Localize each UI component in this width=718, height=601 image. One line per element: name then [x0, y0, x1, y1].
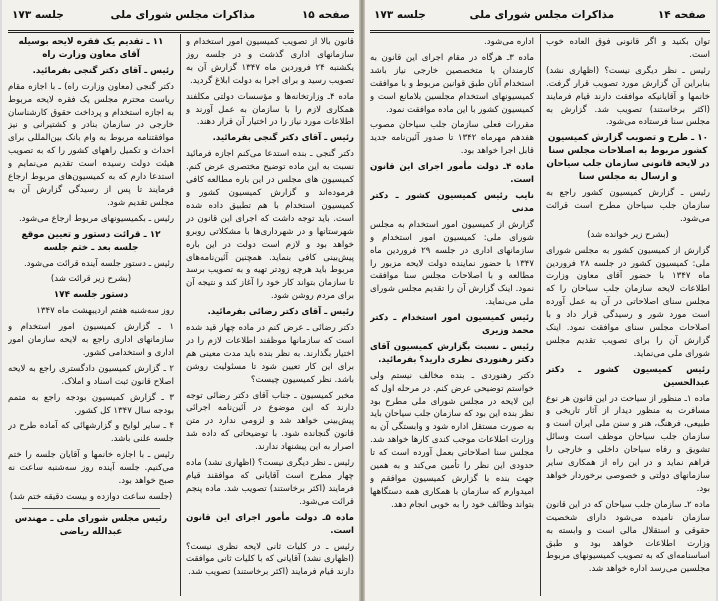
right-page-right-column — [546, 36, 710, 596]
paragraph: توان بکنید و اگر قانونی فوق العاده خوب است. — [546, 37, 710, 60]
agenda-title: دستور جلسه ۱۷۴ — [53, 290, 129, 301]
section-heading: ۱۰ ـ طرح و تصویب گزارش کمیسیون کشور مربوط به اصلاحات مجلس سنا در لایحه قانونی سازمان جلب سیاحان و ارسال به مجلس سنا — [546, 133, 710, 183]
paragraph: رئیس ـ بکمیسیونهای مربوط ارجاع می‌شود. — [18, 213, 174, 224]
right-page-header — [370, 2, 710, 28]
paragraph: گزارش از کمیسیون امور استخدام به مجلس شورای ملی: کمیسیون امور استخدام و سازمانهای اداری در جلسه ۲۹ فروردین ماه ۱۳۴۷ با حضور نماینده دولت لایحه مزبور را مطالعه و با اصلاحات مجلس سنا موافقت نمود. اینک گزارش آن را تقدیم مجلس شورای ملی می‌نماید. — [370, 219, 534, 308]
right-page-left-column — [370, 36, 534, 596]
speaker-line: رئیس ـ آقای دکتر رضائی بفرمائید. — [207, 307, 354, 318]
paragraph: رئیس ـ نظر دیگری نیست؟ (اظهاری نشد) ماده چهار مطرح است آقایانی که موافقند قیام فرمایند (اکثر برخاستند) تصویب شد. ماده پنجم قرائت می‌شود. — [186, 458, 354, 507]
paragraph: رئیس ـ با اجازه خانمها و آقایان جلسه را ختم می‌کنیم. جلسه آینده روز سه‌شنبه ساعت نه صبح خواهد بود. — [8, 450, 174, 487]
paragraph: رئیس ـ در کلیات ثانی لایحه نظری نیست؟ (اظهاری نشد) آقایانی که با کلیات ثانی موافقت دارند قیام فرمایند (اکثر برخاستند) تصویب شد. — [186, 541, 354, 578]
signature-line: رئیس کمیسیون کشور ـ دکتر عبدالحسین — [546, 364, 710, 388]
left-page-left-column — [8, 36, 174, 596]
paragraph: گزارش از کمیسیون کشور به مجلس شورای ملی: کمیسیون کشور در جلسه ۲۸ فروردین ماه ۱۳۴۷ با حضور آقای معاون وزارت اطلاعات لایحه سازمان جلب سیاحان را که مجلس سنای اصلاحاتی در آن به عمل آورده است مورد شور و رسیدگی قرار داد و با اصلاحات مجلس سنای موافقت نمود. اینک گزارش آن را برای تصویب تقدیم مجلس شورای ملی می‌نماید. — [546, 245, 710, 359]
column-separator — [540, 34, 541, 596]
paragraph: دکتر گنجی ـ بنده استدعا می‌کنم اجازه فرمائید نسبت به این ماده توضیح مختصری عرض کنم. کمیسیون های مجلس در این باره مطالعه کافی فرموده‌اند و گزارش کمیسیون کشور و کمیسیون استخدام با هم تطبیق داده شده است. باید توجه داشت که اجرای این قانون در شهرستانها و در شهرداری‌ها با مشکلاتی روبرو خواهد بود و لازم است دولت در این باره پیش‌بینی کافی بنماید. همچنین آئین‌نامه‌های مربوط باید هرچه زودتر تهیه و به تصویب برسد تا سازمان بتواند کار خود را آغاز کند و نتیجه آن برای مردم روشن شود. — [186, 149, 354, 302]
left-page-header — [8, 2, 354, 28]
speaker-line: رئیس ـ آقای دکتر گنجی بفرمائید. — [32, 65, 174, 76]
signature-line: رئیس مجلس شورای ملی ـ مهندس عبدالله ریاضی — [14, 513, 168, 537]
section-heading: ۱۲ ـ قرائت دستور و تعیین موقع جلسه بعد ـ ختم جلسه — [21, 229, 161, 253]
paragraph: رئیس ـ نظر دیگری نیست؟ (اظهاری نشد) بنابراین آن گزارش مورد تصویب قرار گرفت. خانمها و آقایانیکه موافقت دارند قیام فرمایند (اکثر برخاستند) تصویب شد. گزارش به مجلس سنا فرستاده می‌شود. — [546, 65, 710, 128]
paragraph: مخبر کمیسیون ـ جناب آقای دکتر رضائی توجه دارند که این موضوع در آئین‌نامه اجرائی پیش‌بینی خواهد شد و لزومی ندارد در متن قانون گنجانده شود. با توضیحاتی که داده شد اصرار به این پیشنهاد ندارند. — [186, 390, 354, 453]
agenda-item: ۲ ـ گزارش کمیسیون دادگستری راجع به لایحه اصلاح قانون ثبت اسناد و املاک. — [8, 363, 174, 387]
paragraph: دکتر گنجی (معاون وزارت راه) ـ با اجازه مقام ریاست محترم مجلس یک فقره لایحه مربوط به اجازه استخدام و پرداخت حقوق کارشناسان خارجی در سازمان بنادر و کشتیرانی و نیز موافقتنامه مربوط به وام بانک بین‌المللی برای احداث و تکمیل راههای کشور را که به تصویب هیئت دولت رسیده است تقدیم می‌نمایم و استدعا دارم که به کمیسیون‌های مربوط ارجاع فرمایند تا پس از رسیدگی گزارش آن به مجلس تقدیم شود. — [8, 81, 174, 208]
book-spread — [2, 0, 716, 601]
left-header-rule — [8, 30, 354, 33]
paragraph: اداره می‌شود. — [484, 37, 534, 47]
paragraph: قانون بالا از تصویب کمیسیون امور استخدام و سازمانهای اداری گذشت و در جلسه روز یکشنبه ۲۴ فروردین ماه ۱۳۴۷ گزارش آن به تصویب رسید و برای اجرا به دولت ابلاغ گردید. — [186, 37, 354, 86]
paragraph: دکتر رضائی ـ عرض کنم در ماده چهار قید شده است که سازمانها موظفند اطلاعات لازم را در اختیار بگذارند. به نظر بنده باید مدت معینی هم برای این کار تعیین شود تا مسئولیت روشن باشد. نظر کمیسیون چیست؟ — [186, 323, 354, 385]
article: ماده ۳ـ هرگاه در مقام اجرای این قانون به کارمندان یا متخصصین خارجی نیاز باشد استخدام آنان طبق قوانین مربوط و با موافقت کمیسیونهای استخدام مجلسین بلامانع است و کمیسیون کشور با این ماده موافقت نمود. — [370, 52, 534, 115]
paragraph: مقررات فعلی سازمان جلب سیاحان مصوب هفدهم مهرماه ۱۳۴۲ تا صدور آئین‌نامه جدید قابل اجرا خواهد بود. — [370, 120, 534, 157]
speaker-line: رئیس ـ آقای دکتر گنجی بفرمائید. — [212, 133, 354, 144]
paragraph: ماده ۴ـ وزارتخانه‌ها و مؤسسات دولتی مکلفند همکاری لازم را با سازمان به عمل آورند و اطلاعات مورد نیاز را در اختیار آن قرار دهند. — [186, 91, 354, 128]
article: ماده ۵ـ دولت مأمور اجرای این قانون است. — [186, 512, 354, 536]
signature-line: رئیس کمیسیون امور استخدام ـ دکتر محمد وزیری — [370, 313, 534, 337]
paragraph: رئیس ـ دستور جلسه آینده قرائت می‌شود. — [23, 258, 174, 269]
speaker-line: رئیس ـ نسبت بگزارش کمیسیون آقای دکتر رهنوردی نظری دارید؟ بفرمائید. — [370, 341, 534, 365]
article: ماده ۴ـ دولت مأمور اجرای این قانون است. — [370, 162, 534, 186]
section-heading: ۱۱ ـ تقدیم یک فقره لایحه بوسیله آقای معاون وزارت راه — [18, 37, 164, 60]
paragraph: رئیس ـ گزارش کمیسیون کشور راجع به سازمان جلب سیاحان مطرح است قرائت می‌شود. — [546, 187, 710, 224]
divider — [22, 508, 160, 509]
column-separator — [180, 34, 181, 596]
right-journal-title: مذاکرات مجلس شورای ملی — [469, 9, 615, 21]
left-page-number: صفحه ۱۵ — [301, 9, 350, 21]
agenda-item: ۱ ـ گزارش کمیسیون امور استخدام و سازمانهای اداری راجع به لایحه سازمان امور اداری و استخدامی کشور. — [8, 322, 174, 358]
article: ماده ۱ـ منظور از سیاحت در این قانون هر نوع مسافرت به منظور دیدار از آثار تاریخی و طبیعی، فرهنگ، هنر و سنن ملی ایران است و سازمان جلب سیاحان موظف است وسائل تشویق و رفاه سیاحان داخلی و خارجی را فراهم نماید و در این راه از همکاری سایر سازمانهای دولتی و خصوصی برخوردار خواهد بود. — [546, 393, 710, 494]
paragraph: دکتر رهنوردی ـ بنده مخالف نیستم ولی خواستم توضیحی عرض کنم. در مرحله اول که این لایحه در مجلس شورای ملی مطرح بود نظر بنده این بود که سازمان جلب سیاحان باید به صورت مستقل اداره شود و وابستگی آن به وزارت اطلاعات موجب کندی کارها خواهد شد. مجلس سنا اصلاحاتی بعمل آورده است که تا حدودی این نظر را تأمین می‌کند و به همین جهت بنده با گزارش کمیسیون موافقم و امیدوارم که سازمان با همکاری همه دستگاهها بتواند وظائف خود را به خوبی انجام دهد. — [370, 370, 534, 510]
right-page — [370, 0, 710, 601]
book-gutter — [359, 0, 365, 601]
left-session-label: جلسه ۱۷۳ — [12, 9, 64, 21]
agenda-item: ۳ ـ گزارش کمیسیون بودجه راجع به متمم بودجه سال ۱۳۴۷ کل کشور. — [8, 392, 174, 416]
article: ماده ۲ـ سازمان جلب سیاحان که در این قانون سازمان نامیده می‌شود دارای شخصیت حقوقی و استقلال مالی است و وابسته به وزارت اطلاعات خواهد بود و طبق اساسنامه‌ای که به تصویب کمیسیونهای مربوط مجلسین می‌رسد اداره خواهد شد. — [546, 499, 710, 575]
left-journal-title: مذاکرات مجلس شورای ملی — [110, 9, 256, 21]
closing-note: (جلسه ساعت دوازده و بیست دقیقه ختم شد) — [9, 492, 173, 502]
agenda-date: روز سه‌شنبه هفتم اردیبهشت ماه ۱۳۴۷ — [36, 306, 174, 317]
agenda-item: ۴ ـ سایر لوایح و گزارشهائی که آماده طرح در جلسه علنی باشد. — [8, 421, 174, 445]
left-page — [8, 0, 354, 601]
left-page-right-column — [186, 36, 354, 596]
paragraph: (بشرح زیر خوانده شد) — [587, 229, 669, 240]
right-header-rule — [370, 30, 710, 33]
right-session-label: جلسه ۱۷۳ — [374, 9, 426, 21]
right-page-number: صفحه ۱۴ — [657, 9, 706, 21]
signature-line: نایب رئیس کمیسیون کشور ـ دکتر مدنی — [370, 190, 534, 214]
paragraph: (بشرح زیر قرائت شد) — [50, 274, 132, 285]
